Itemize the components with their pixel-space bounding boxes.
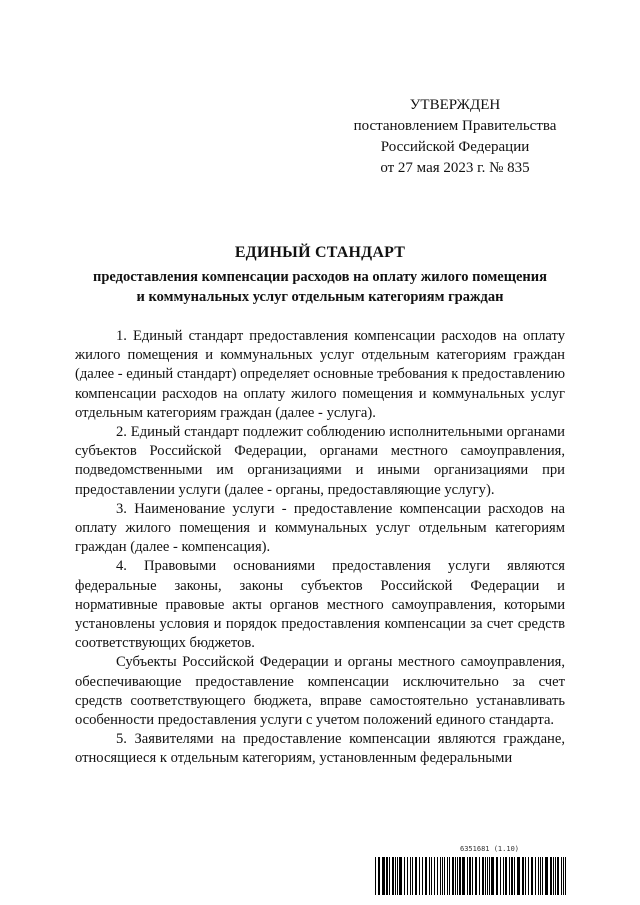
barcode-icon [374, 857, 568, 895]
paragraph-3: 3. Наименование услуги - предоставление компенсации расходов на оплату жилого помещения и коммунальных услуг отдельным категориям граждан (далее - компенсация). [75, 500, 565, 556]
document-title: ЕДИНЫЙ СТАНДАРТ [234, 244, 406, 261]
subtitle-line-2: и коммунальных услуг отдельным категориям граждан [136, 289, 504, 305]
approval-heading: УТВЕРЖДЕН [409, 97, 501, 113]
approval-date-line: от 27 мая 2023 г. № 835 [380, 160, 530, 176]
document-subtitle [74, 267, 566, 307]
paragraph-4: 4. Правовыми основаниями предоставления услуги являются федеральные законы, законы субъектов Российской Федерации и нормативные правовые акты органов местного самоуправления, которыми установлены условия и порядок предоставления компенсации за счет средств соответствующих бюджетов. [75, 558, 565, 652]
paragraph-5: 5. Заявителями на предоставление компенсации являются граждане, относящиеся к отдельным категориям, установленным федеральными [75, 731, 565, 767]
barcode-number: 6351681 (1.10) [460, 845, 520, 853]
barcode-block [374, 845, 568, 897]
paragraph-1: 1. Единый стандарт предоставления компенсации расходов на оплату жилого помещения и коммунальных услуг отдельным категориям граждан (далее - единый стандарт) определяет основные требования к предоставлению компенсации расходов на оплату жилого помещения и коммунальных услуг отдельным категориям граждан (далее - услуга). [75, 328, 565, 421]
approval-block [340, 95, 570, 179]
paragraph-4-continuation: Субъекты Российской Федерации и органы местного самоуправления, обеспечивающие предоставление компенсации исключительно за счет средств соответствующего бюджета, вправе самостоятельно устанавливать особенности предоставления услуги с учетом положений единого стандарта. [75, 654, 565, 729]
document-body [75, 327, 565, 769]
subtitle-line-1: предоставления компенсации расходов на оплату жилого помещения [93, 269, 547, 285]
approval-decree-line: постановлением Правительства [353, 118, 557, 134]
approval-authority-line: Российской Федерации [380, 139, 530, 155]
paragraph-2: 2. Единый стандарт подлежит соблюдению исполнительными органами субъектов Российской Федерации, органами местного самоуправления, подведомственными им организациями и иными организациями при предоставлении услуги (далее - органы, предоставляющие услугу). [75, 424, 565, 498]
